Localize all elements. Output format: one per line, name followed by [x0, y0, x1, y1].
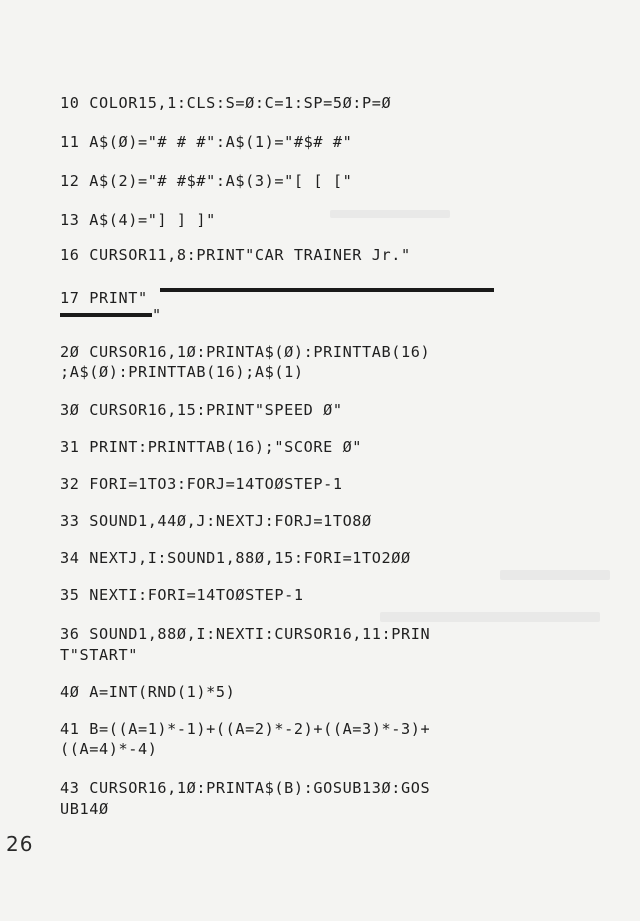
code-line-17-close-quote: "	[152, 306, 162, 324]
bleed-through-mark	[380, 612, 600, 622]
underline-bar-short	[60, 313, 152, 317]
code-line-16: 16 CURSOR11,8:PRINT"CAR TRAINER Jr."	[60, 246, 411, 264]
code-line-11: 11 A$(Ø)="# # #":A$(1)="#$# #"	[60, 133, 353, 151]
code-line-31: 31 PRINT:PRINTTAB(16);"SCORE Ø"	[60, 438, 363, 456]
code-line-32: 32 FORI=1TO3:FORJ=14TOØSTEP-1	[60, 475, 343, 493]
code-line-34: 34 NEXTJ,I:SOUND1,88Ø,15:FORI=1TO2ØØ	[60, 549, 411, 567]
code-line-35: 35 NEXTI:FORI=14TOØSTEP-1	[60, 586, 304, 604]
bleed-through-mark	[330, 210, 450, 218]
code-line-12: 12 A$(2)="# #$#":A$(3)="[ [ ["	[60, 172, 353, 190]
code-line-40: 4Ø A=INT(RND(1)*5)	[60, 683, 236, 701]
code-line-36-cont: T"START"	[60, 646, 138, 664]
page-number: 26	[6, 832, 34, 856]
underline-bar-long	[160, 288, 494, 292]
code-line-10: 10 COLOR15,1:CLS:S=Ø:C=1:SP=5Ø:P=Ø	[60, 94, 392, 112]
code-line-17: 17 PRINT"	[60, 289, 148, 307]
code-line-33: 33 SOUND1,44Ø,J:NEXTJ:FORJ=1TO8Ø	[60, 512, 372, 530]
code-line-30: 3Ø CURSOR16,15:PRINT"SPEED Ø"	[60, 401, 343, 419]
code-line-43: 43 CURSOR16,1Ø:PRINTA$(B):GOSUB13Ø:GOS	[60, 779, 431, 797]
code-line-36: 36 SOUND1,88Ø,I:NEXTI:CURSOR16,11:PRIN	[60, 625, 431, 643]
bleed-through-mark	[500, 570, 610, 580]
code-line-13: 13 A$(4)="] ] ]"	[60, 211, 216, 229]
code-line-20-cont: ;A$(Ø):PRINTTAB(16);A$(1)	[60, 363, 304, 381]
code-line-41-cont: ((A=4)*-4)	[60, 740, 158, 758]
code-line-43-cont: UB14Ø	[60, 800, 109, 818]
code-line-20: 2Ø CURSOR16,1Ø:PRINTA$(Ø):PRINTTAB(16)	[60, 343, 431, 361]
code-line-41: 41 B=((A=1)*-1)+((A=2)*-2)+((A=3)*-3)+	[60, 720, 431, 738]
